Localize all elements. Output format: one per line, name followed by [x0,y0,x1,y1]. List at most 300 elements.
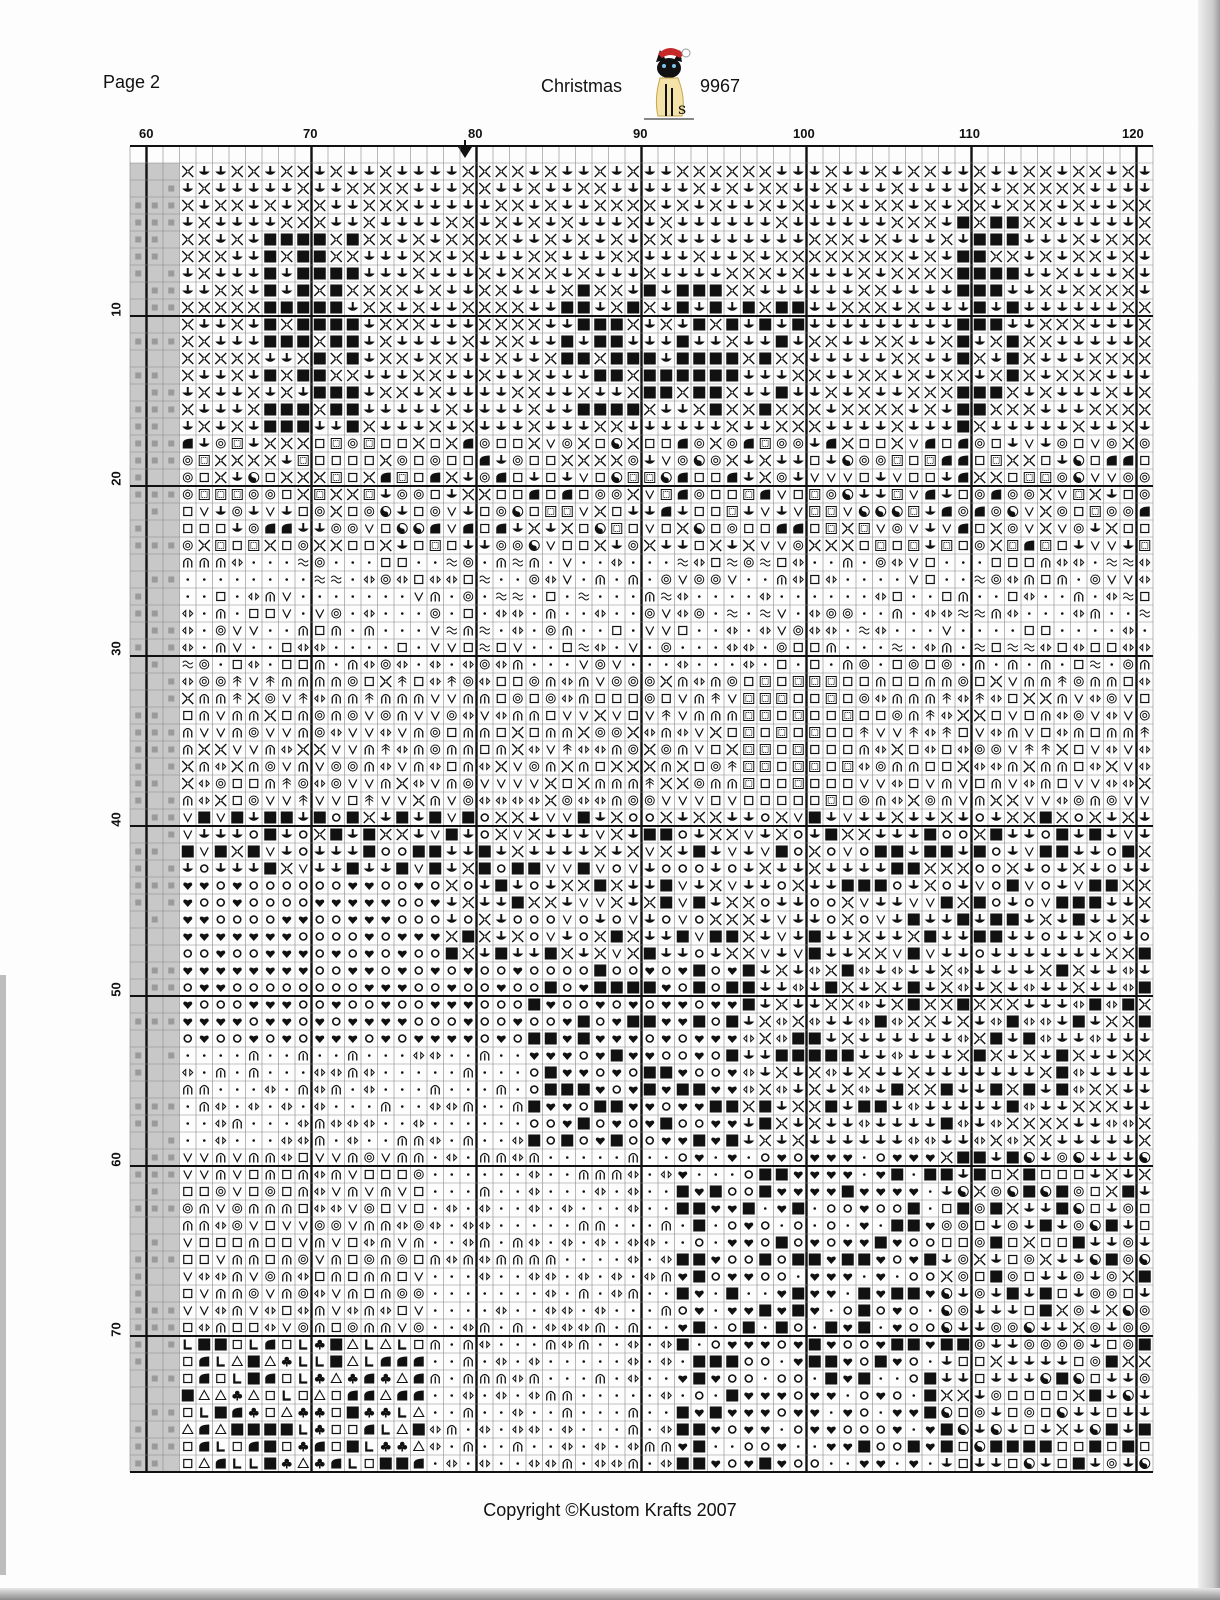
stitch-solid-square [297,336,309,348]
stitch-anchor [793,914,804,923]
stitch-solid-square [330,404,342,416]
stitch-solid-square [677,1084,689,1096]
stitch-circle [861,1392,868,1399]
stitch-solid-square [1007,914,1019,926]
stitch-solid-square [264,812,276,824]
stitch-small-square [382,440,390,448]
stitch-arch [448,746,456,755]
stitch-anchor [1090,1305,1101,1314]
stitch-anchor [776,285,787,294]
stitch-solid-square [1056,846,1068,858]
stitch-anchor [776,166,787,175]
stitch-cross [1007,251,1018,262]
stitch-heart [365,917,374,924]
stitch-cross [512,200,523,211]
stitch-anchor [1106,319,1117,328]
stitch-diamond-arrow [1024,594,1034,600]
stitch-heart [546,1104,555,1111]
stitch-solid-square [891,1288,903,1300]
stitch-solid-square [627,404,639,416]
stitch-circle [696,1120,703,1127]
stitch-v-mark [893,729,901,737]
stitch-cross [1106,1169,1117,1180]
stitch-arch [299,729,307,738]
stitch-arch [1108,729,1116,738]
overlap-stitch [168,458,174,464]
stitch-circle [630,1120,637,1127]
stitch-arch [514,1443,522,1452]
stitch-triangle [216,1425,226,1434]
stitch-dot [203,1122,206,1125]
stitch-solid-square [1073,914,1085,926]
stitch-diamond-arrow [463,713,473,719]
stitch-cross [512,846,523,857]
stitch-dotted-square [892,456,902,466]
stitch-diamond-arrow [1074,645,1084,651]
stitch-solid-square [264,251,276,263]
stitch-cross [496,812,507,823]
stitch-anchor [776,455,787,464]
stitch-dot [467,1309,470,1312]
stitch-anchor [1090,523,1101,532]
stitch-small-square [283,661,291,669]
overlap-stitch [168,1206,174,1212]
stitch-heart [728,1087,737,1094]
stitch-cross [1073,251,1084,262]
stitch-anchor [1007,846,1018,855]
stitch-solid-square [710,1356,722,1368]
stitch-anchor [925,302,936,311]
stitch-cross [1024,812,1035,823]
stitch-circle [415,984,422,991]
stitch-dotted-square [744,711,754,721]
stitch-yin-yang [1074,1374,1084,1384]
stitch-cross [1007,404,1018,415]
stitch-small-square [596,695,604,703]
stitch-cross [380,302,391,313]
stitch-anchor [661,404,672,413]
stitch-dot [599,1343,602,1346]
stitch-diamond-arrow [315,1189,325,1195]
stitch-circle [993,882,1000,889]
stitch-arch [481,1154,489,1163]
stitch-heart [794,1359,803,1366]
stitch-anchor [694,880,705,889]
stitch-cross [232,353,243,364]
stitch-heart [810,1427,819,1434]
stitch-circle [250,899,257,906]
stitch-anchor [743,200,754,209]
stitch-dot [434,1326,437,1329]
stitch-yin-yang [942,1306,952,1316]
stitch-small-square [349,1239,357,1247]
stitch-heart [200,1019,209,1026]
overlap-stitch [168,1155,174,1161]
stitch-wave [579,644,589,651]
stitch-cross [1123,268,1134,279]
stitch-cross [628,217,639,228]
stitch-v-mark [910,440,918,448]
stitch-anchor [232,336,243,345]
stitch-solid-square [1056,1050,1068,1062]
stitch-target [315,558,324,567]
stitch-v-mark [349,1205,357,1213]
stitch-solid-square [578,302,590,314]
stitch-diamond-arrow [348,1138,358,1144]
stitch-solid-square [710,353,722,365]
stitch-small-square [464,644,472,652]
stitch-cross [859,387,870,398]
stitch-heart [827,1342,836,1349]
stitch-solid-square [677,370,689,382]
stitch-dot [665,1411,668,1414]
stitch-anchor [1139,1067,1150,1076]
stitch-solid-square [941,897,953,909]
stitch-small-square [1091,457,1099,465]
stitch-anchor [1040,404,1051,413]
stitch-cross [364,421,375,432]
stitch-solid-square [710,387,722,399]
stitch-cross [677,200,688,211]
stitch-anchor [1073,1118,1084,1127]
stitch-dot [615,646,618,649]
svg-text:s: s [678,99,687,118]
stitch-diamond-arrow [628,1172,638,1178]
stitch-dot [582,1241,585,1244]
stitch-small-square [233,542,241,550]
stitch-cross [892,744,903,755]
stitch-cross [232,302,243,313]
stitch-v-mark [200,729,208,737]
stitch-anchor [1123,540,1134,549]
stitch-dotted-square [810,762,820,772]
stitch-v-mark [976,882,984,890]
stitch-anchor [232,251,243,260]
stitch-small-square [266,1222,274,1230]
stitch-circle [531,1069,538,1076]
stitch-club [298,1442,308,1452]
stitch-dot [929,1207,932,1210]
stitch-small-square [811,576,819,584]
stitch-solid-square [231,812,243,824]
stitch-cross [1024,404,1035,415]
stitch-dot [285,629,288,632]
stitch-anchor [314,166,325,175]
stitch-small-square [283,1171,291,1179]
stitch-cross [199,540,210,551]
stitch-dot [1011,629,1014,632]
stitch-target [1124,1204,1133,1213]
stitch-triangle [381,1391,391,1400]
stitch-small-square [778,678,786,686]
stitch-small-square [745,678,753,686]
stitch-dotted-square [216,490,226,500]
overlap-stitch [135,730,141,736]
stitch-target [1025,1340,1034,1349]
stitch-small-square [184,1188,192,1196]
stitch-arch [613,797,621,806]
stitch-anchor [991,302,1002,311]
stitch-v-mark [761,508,769,516]
stitch-anchor [941,1033,952,1042]
stitch-anchor [644,251,655,260]
stitch-heart [216,968,225,975]
stitch-cross [793,200,804,211]
stitch-anchor [1024,931,1035,940]
stitch-circle [267,916,274,923]
stitch-small-square [415,542,423,550]
stitch-anchor [1106,370,1117,379]
stitch-anchor [842,166,853,175]
stitch-solid-square [974,846,986,858]
stitch-circle [481,984,488,991]
stitch-half-fill [942,456,952,466]
stitch-cross [1040,523,1051,534]
stitch-target [431,507,440,516]
stitch-wave [727,610,737,617]
stitch-half-fill [463,439,473,449]
stitch-circle [729,865,736,872]
stitch-diamond-arrow [595,645,605,651]
stitch-dot [648,646,651,649]
overlap-stitch [168,1342,174,1348]
stitch-cross [1073,183,1084,194]
stitch-arch [992,780,1000,789]
stitch-arch [316,1324,324,1333]
stitch-anchor [644,319,655,328]
stitch-cross [611,829,622,840]
stitch-anchor [677,540,688,549]
stitch-cross [347,251,358,262]
stitch-anchor [875,965,886,974]
stitch-dot [450,1309,453,1312]
stitch-anchor [529,166,540,175]
stitch-heart [678,1002,687,1009]
stitch-v-mark [448,508,456,516]
stitch-arch [580,1222,588,1231]
stitch-cross [826,251,837,262]
stitch-anchor [974,1390,985,1399]
stitch-small-square [794,797,802,805]
stitch-cross [1139,319,1150,330]
stitch-heart [596,1002,605,1009]
stitch-dot [962,646,965,649]
stitch-diamond-arrow [331,1206,341,1212]
stitch-cross [974,710,985,721]
stitch-solid-square [792,319,804,331]
stitch-heart [777,1393,786,1400]
stitch-diamond-arrow [496,1393,506,1399]
stitch-arch [514,1103,522,1112]
stitch-solid-square [941,846,953,858]
column-number: 60 [139,126,154,141]
stitch-anchor [463,319,474,328]
stitch-dot [450,1122,453,1125]
stitch-cross [859,370,870,381]
stitch-arch [629,780,637,789]
stitch-anchor [974,1101,985,1110]
stitch-anchor [1106,251,1117,260]
stitch-heart [348,1019,357,1026]
stitch-arch [547,678,555,687]
stitch-circle [217,882,224,889]
stitch-anchor [809,438,820,447]
stitch-anchor [545,285,556,294]
stitch-small-square [200,1256,208,1264]
stitch-cross [545,251,556,262]
stitch-cross [1090,489,1101,500]
stitch-diamond-arrow [991,1019,1001,1025]
overlap-stitch [135,849,141,855]
stitch-arch [299,678,307,687]
stitch-dot [549,663,552,666]
stitch-dot [269,1105,272,1108]
stitch-solid-square [297,234,309,246]
stitch-anchor [529,846,540,855]
stitch-dot [714,663,717,666]
stitch-anchor [380,268,391,277]
stitch-anchor [958,302,969,311]
stitch-anchor [1090,302,1101,311]
stitch-circle [844,1426,851,1433]
stitch-cross [1024,183,1035,194]
stitch-diamond-arrow [430,1444,440,1450]
stitch-solid-square [644,370,656,382]
stitch-dot [417,629,420,632]
stitch-arch [514,712,522,721]
stitch-dot [566,1377,569,1380]
stitch-arch [316,1120,324,1129]
stitch-cross [578,438,589,449]
stitch-wave [892,644,902,651]
stitch-heart [447,1002,456,1009]
stitch-small-square [547,457,555,465]
stitch-half-fill [925,490,935,500]
stitch-diamond-arrow [282,1155,292,1161]
stitch-arch [217,1290,225,1299]
stitch-half-fill [216,1459,226,1469]
stitch-v-mark [563,916,571,924]
stitch-circle [531,1120,538,1127]
stitch-club [232,1391,242,1401]
stitch-dot [417,1105,420,1108]
stitch-heart [744,1342,753,1349]
stitch-L-mark [350,1459,357,1468]
stitch-small-square [926,559,934,567]
stitch-small-square [778,746,786,754]
stitch-anchor [991,183,1002,192]
stitch-small-square [1042,1392,1050,1400]
stitch-anchor [595,217,606,226]
stitch-v-mark [629,916,637,924]
stitch-solid-square [660,897,672,909]
stitch-solid-square [792,1254,804,1266]
stitch-anchor [727,200,738,209]
stitch-diamond-arrow [496,611,506,617]
stitch-anchor [364,251,375,260]
stitch-diamond-arrow [496,1359,506,1365]
stitch-anchor [199,166,210,175]
stitch-cross [1123,812,1134,823]
stitch-solid-square [759,1118,771,1130]
stitch-target [744,558,753,567]
stitch-cross [991,251,1002,262]
stitch-dotted-square [859,524,869,534]
stitch-solid-square [611,982,623,994]
stitch-wave [183,661,193,668]
stitch-heart [876,1257,885,1264]
stitch-solid-square [677,336,689,348]
stitch-anchor [925,1118,936,1127]
stitch-anchor [892,931,903,940]
stitch-dot [450,1241,453,1244]
stitch-diamond-arrow [463,662,473,668]
stitch-yin-yang [859,507,869,517]
stitch-target [200,677,209,686]
stitch-small-square [283,1188,291,1196]
stitch-arch [943,797,951,806]
stitch-heart [200,917,209,924]
stitch-solid-square [693,1356,705,1368]
stitch-cross [331,251,342,262]
stitch-heart [249,968,258,975]
stitch-circle [927,1273,934,1280]
stitch-cross [1106,948,1117,959]
stitch-solid-square [693,1424,705,1436]
stitch-target [975,541,984,550]
stitch-diamond-arrow [612,1291,622,1297]
stitch-diamond-arrow [1057,798,1067,804]
stitch-target [711,456,720,465]
stitch-solid-square [1089,880,1101,892]
stitch-dotted-square [744,762,754,772]
stitch-dot [632,561,635,564]
stitch-target [332,609,341,618]
stitch-star [365,694,373,704]
stitch-anchor [512,880,523,889]
stitch-small-square [1108,1443,1116,1451]
stitch-anchor [991,1067,1002,1076]
stitch-cross [430,285,441,296]
stitch-cross [595,540,606,551]
stitch-cross [842,1033,853,1044]
stitch-circle [910,1358,917,1365]
stitch-cross [446,438,457,449]
stitch-small-square [976,1358,984,1366]
stitch-small-square [349,457,357,465]
stitch-cross [628,319,639,330]
stitch-heart [365,1019,374,1026]
stitch-dot [714,629,717,632]
stitch-cross [1123,1016,1134,1027]
stitch-dot [450,1190,453,1193]
stitch-target [266,490,275,499]
stitch-small-square [514,491,522,499]
stitch-anchor [925,506,936,515]
stitch-dot [450,612,453,615]
stitch-anchor [892,1033,903,1042]
stitch-cross [644,302,655,313]
stitch-anchor [347,829,358,838]
stitch-small-square [448,729,456,737]
stitch-small-square [712,746,720,754]
stitch-solid-square [297,268,309,280]
stitch-dot [285,1122,288,1125]
stitch-anchor [793,999,804,1008]
stitch-dot [582,1360,585,1363]
stitch-arch [349,1154,357,1163]
stitch-circle [300,882,307,889]
